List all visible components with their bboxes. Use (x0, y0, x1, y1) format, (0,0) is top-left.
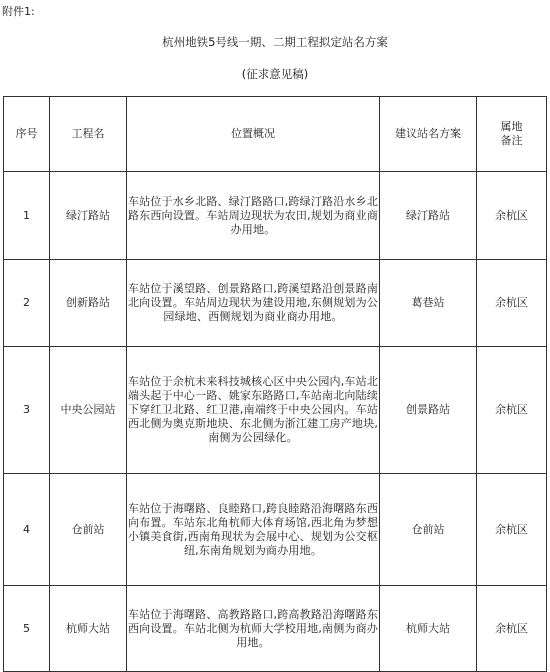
row-remark: 余杭区 (477, 172, 547, 260)
row-seq: 1 (4, 172, 50, 260)
row-project: 绿汀路站 (50, 172, 127, 260)
document-subtitle: (征求意见稿) (241, 67, 309, 81)
row-proposed-name: 杭师大站 (380, 586, 477, 672)
row-seq: 5 (4, 586, 50, 672)
row-project: 仓前站 (50, 474, 127, 586)
row-location: 车站位于溪望路、创景路路口,跨溪望路沿创景路南北向设置。车站周边现状为建设用地,东侧规划为公园绿地、西侧规划为商业商办用地。 (127, 260, 380, 347)
row-project: 杭师大站 (50, 586, 127, 672)
row-proposed-name: 葛巷站 (380, 260, 477, 347)
row-proposed-name: 仓前站 (380, 474, 477, 586)
row-seq: 3 (4, 347, 50, 474)
table-row (4, 474, 547, 586)
header-project: 工程名 (50, 97, 127, 172)
row-seq: 2 (4, 260, 50, 347)
row-location: 车站位于水乡北路、绿汀路路口,跨绿汀路沿水乡北路东西向设置。车站周边现状为农田,规划为商业商办用地。 (127, 172, 380, 260)
row-remark: 余杭区 (477, 347, 547, 474)
header-remark-line1: 属地 (500, 120, 523, 133)
header-seq: 序号 (4, 97, 50, 172)
header-location: 位置概况 (127, 97, 380, 172)
row-project: 中央公园站 (50, 347, 127, 474)
table-row (4, 172, 547, 260)
row-location: 车站位于余杭未来科技城核心区中央公园内,车站北端头起于中心一路、姚家东路路口,车站南北向陆续下穿红卫北路、红卫港,南端终于中央公园内。车站西北侧为奥克斯地块、东北侧为浙江建工房产地块,南侧为公园绿化。 (127, 347, 380, 474)
station-name-table (3, 96, 547, 672)
row-remark: 余杭区 (477, 586, 547, 672)
header-remark (477, 97, 547, 172)
row-remark: 余杭区 (477, 260, 547, 347)
table-row (4, 347, 547, 474)
row-remark: 余杭区 (477, 474, 547, 586)
table-header-row (4, 97, 547, 172)
table-row (4, 586, 547, 672)
appendix-label: 附件1: (2, 5, 35, 18)
row-proposed-name: 创景路站 (380, 347, 477, 474)
row-location: 车站位于海曙路、高教路路口,跨高教路沿海曙路东西向设置。车站北侧为杭师大学校用地,南侧为商办用地。 (127, 586, 380, 672)
header-remark-line2: 备注 (500, 134, 523, 147)
row-project: 创新路站 (50, 260, 127, 347)
row-proposed-name: 绿汀路站 (380, 172, 477, 260)
row-seq: 4 (4, 474, 50, 586)
row-location: 车站位于海曙路、良睦路口,跨良睦路沿海曙路东西向布置。车站东北角杭师大体育场馆,西北角为梦想小镇美食街,西南角现状为会展中心、规划为公交枢纽,东南角规划为商办用地。 (127, 474, 380, 586)
table-row (4, 260, 547, 347)
document-title: 杭州地铁5号线一期、二期工程拟定站名方案 (162, 35, 388, 49)
header-proposed-name: 建议站名方案 (380, 97, 477, 172)
